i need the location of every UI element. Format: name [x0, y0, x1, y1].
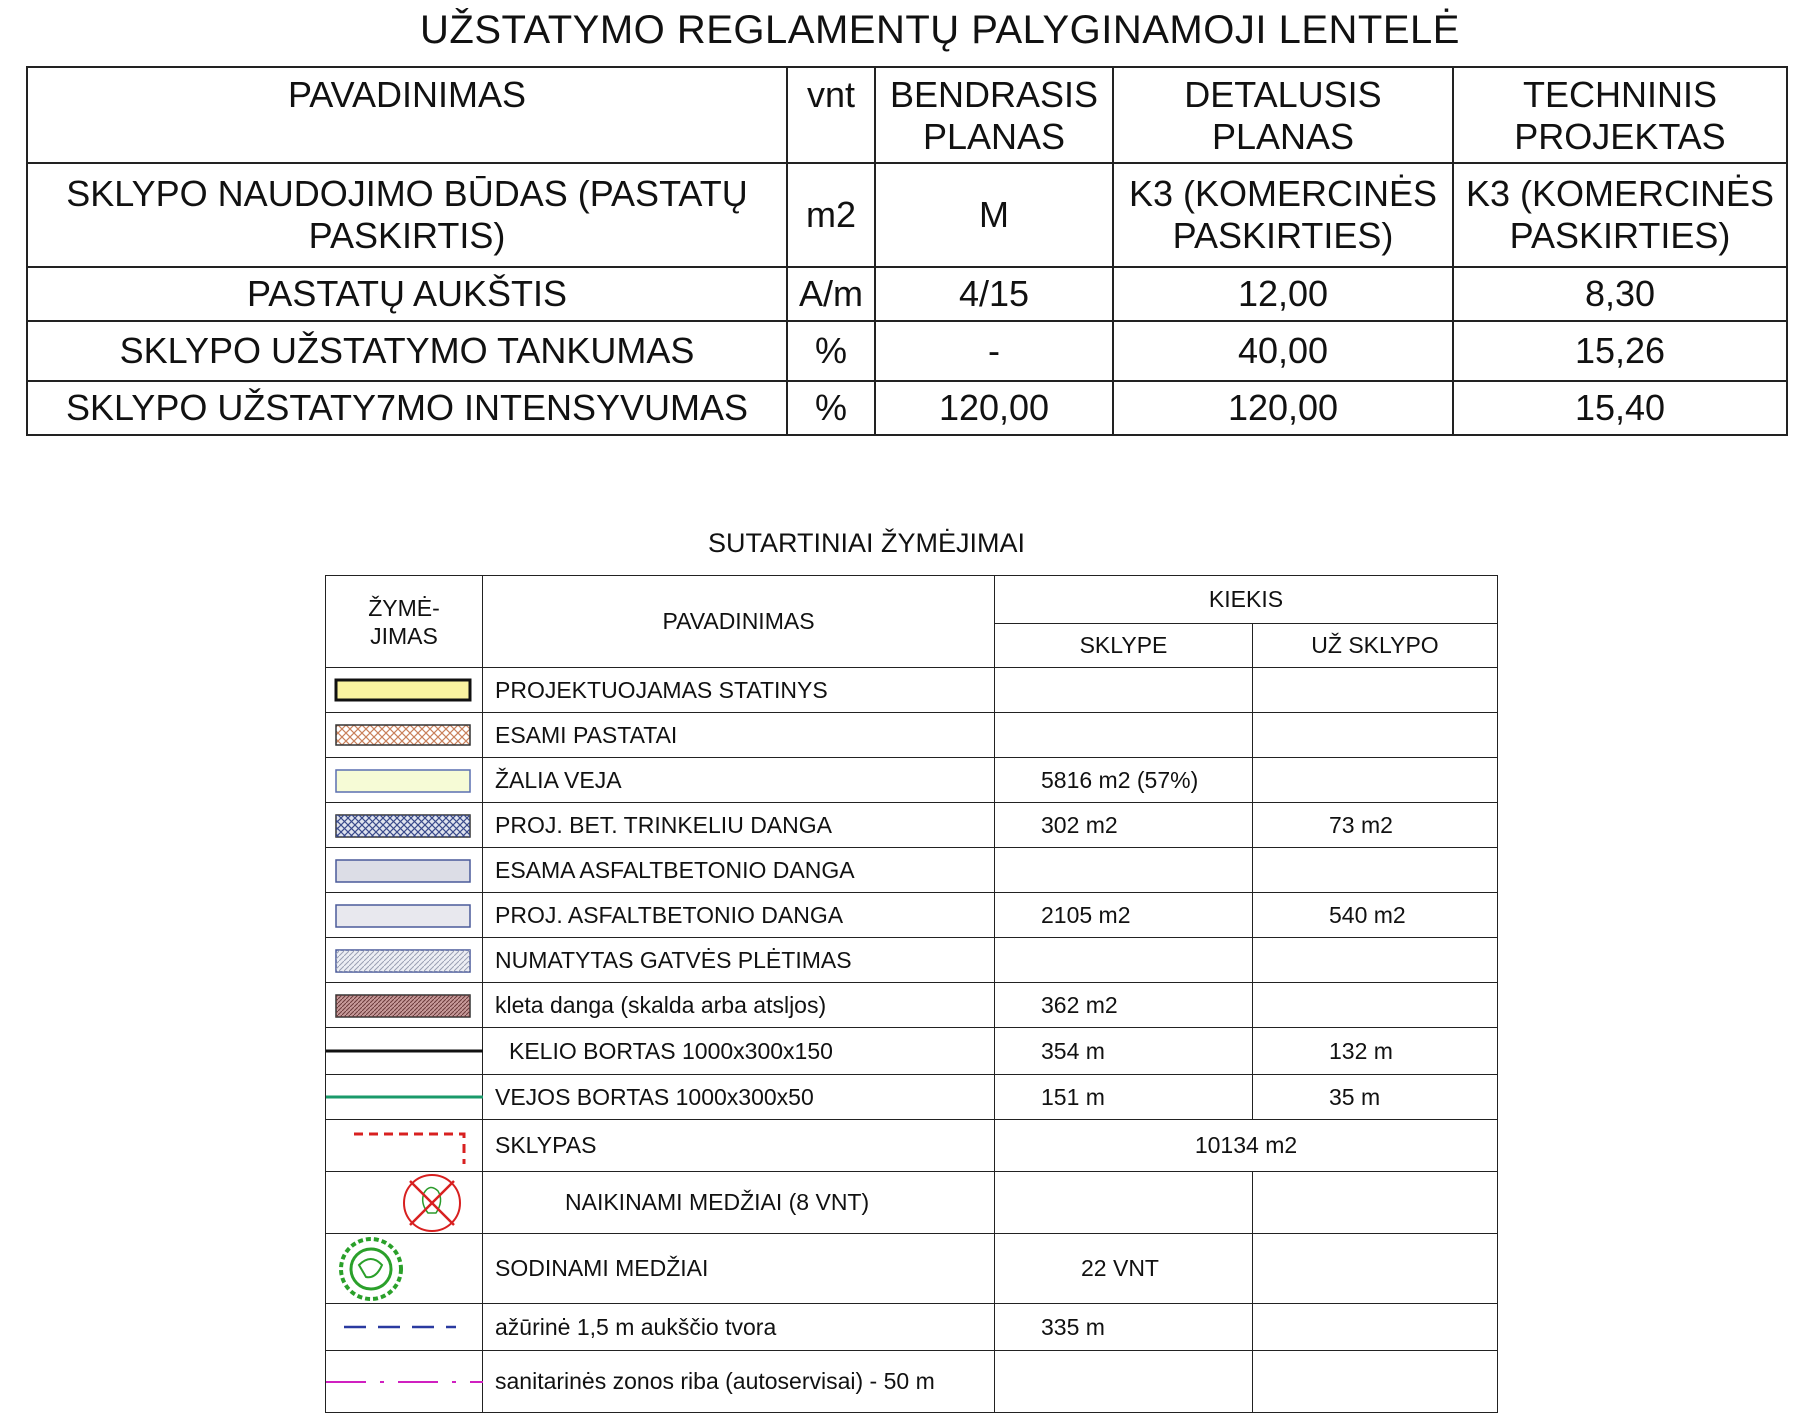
- magenta-dashdot-line-symbol-icon: [326, 1351, 483, 1413]
- table-row: [326, 1028, 1498, 1075]
- red-dashed-boundary-symbol-icon: [326, 1120, 483, 1172]
- off-plot-value: 540 m2: [1253, 893, 1498, 938]
- document-title: UŽSTATYMO REGLAMENTŲ PALYGINAMOJI LENTELĖ: [420, 8, 1460, 52]
- header-cell: vnt: [787, 67, 875, 163]
- table-row: [326, 848, 1498, 893]
- table-row: [326, 758, 1498, 803]
- off-plot-value: 35 m: [1253, 1075, 1498, 1120]
- table-row: [27, 381, 1787, 435]
- grey-rect-symbol-icon: [326, 848, 483, 893]
- off-plot-value: 73 m2: [1253, 803, 1498, 848]
- legend-name: NAIKINAMI MEDŽIAI (8 VNT): [483, 1172, 995, 1234]
- legend-name: PROJ. ASFALTBETONIO DANGA: [483, 893, 995, 938]
- table-cell: 4/15: [875, 267, 1113, 321]
- table-row: [27, 321, 1787, 381]
- off-plot-value: [1253, 713, 1498, 758]
- yellow-rect-symbol-icon: [326, 668, 483, 713]
- on-plot-value: [995, 1351, 1253, 1413]
- table-row: [326, 668, 1498, 713]
- off-plot-value: [1253, 758, 1498, 803]
- legend-name: NUMATYTAS GATVĖS PLĖTIMAS: [483, 938, 995, 983]
- table-cell: 120,00: [1113, 381, 1453, 435]
- legend-name: kleta danga (skalda arba atsljos): [483, 983, 995, 1028]
- legend-name: PROJ. BET. TRINKELIU DANGA: [483, 803, 995, 848]
- legend-name: PROJEKTUOJAMAS STATINYS: [483, 668, 995, 713]
- header-cell: DETALUSIS PLANAS: [1113, 67, 1453, 163]
- table-cell: A/m: [787, 267, 875, 321]
- blue-dashed-line-symbol-icon: [326, 1304, 483, 1351]
- light-grey-rect-symbol-icon: [326, 893, 483, 938]
- green-line-symbol-icon: [326, 1075, 483, 1120]
- table-cell: SKLYPO UŽSTATYMO TANKUMAS: [27, 321, 787, 381]
- diagonal-hatch-symbol-icon: [326, 938, 483, 983]
- table-row: [326, 938, 1498, 983]
- symbol-header: ŽYMĖ-JIMAS: [326, 576, 483, 668]
- off-plot-value: [1253, 1234, 1498, 1304]
- table-row: [326, 1172, 1498, 1234]
- off-plot-value: 132 m: [1253, 1028, 1498, 1075]
- table-cell: 15,26: [1453, 321, 1787, 381]
- table-row: [326, 713, 1498, 758]
- off-plot-header: UŽ SKLYPO: [1253, 624, 1498, 668]
- legend-name: ažūrinė 1,5 m aukščio tvora: [483, 1304, 995, 1351]
- table-cell: 8,30: [1453, 267, 1787, 321]
- table-cell: 40,00: [1113, 321, 1453, 381]
- on-plot-value: [995, 848, 1253, 893]
- on-plot-value: 354 m: [995, 1028, 1253, 1075]
- table-row: [326, 1120, 1498, 1172]
- table-header-row: [27, 67, 1787, 163]
- on-plot-header: SKLYPE: [995, 624, 1253, 668]
- off-plot-value: [1253, 668, 1498, 713]
- name-header: PAVADINIMAS: [483, 576, 995, 668]
- table-cell: SKLYPO NAUDOJIMO BŪDAS (PASTATŲ PASKIRTIS): [27, 163, 787, 267]
- table-cell: 120,00: [875, 381, 1113, 435]
- legend-title: SUTARTINIAI ŽYMĖJIMAI: [708, 528, 1026, 558]
- table-cell: %: [787, 381, 875, 435]
- on-plot-value: 5816 m2 (57%): [995, 758, 1253, 803]
- table-cell: SKLYPO UŽSTATY7MO INTENSYVUMAS: [27, 381, 787, 435]
- table-row: [326, 983, 1498, 1028]
- off-plot-value: [1253, 938, 1498, 983]
- header-cell: BENDRASIS PLANAS: [875, 67, 1113, 163]
- on-plot-value: 302 m2: [995, 803, 1253, 848]
- table-cell: K3 (KOMERCINĖS PASKIRTIES): [1113, 163, 1453, 267]
- table-cell: 12,00: [1113, 267, 1453, 321]
- green-tree-symbol-icon: [326, 1234, 483, 1304]
- on-plot-value: [995, 938, 1253, 983]
- off-plot-value: [1253, 1351, 1498, 1413]
- legend-name: ESAMI PASTATAI: [483, 713, 995, 758]
- table-cell: PASTATŲ AUKŠTIS: [27, 267, 787, 321]
- table-row: [326, 1351, 1498, 1413]
- plot-area-value: 10134 m2: [995, 1120, 1498, 1172]
- legend-name: VEJOS BORTAS 1000x300x50: [483, 1075, 995, 1120]
- off-plot-value: [1253, 848, 1498, 893]
- brown-hatch-symbol-icon: [326, 983, 483, 1028]
- legend-name: ŽALIA VEJA: [483, 758, 995, 803]
- legend-name: sanitarinės zonos riba (autoservisai) - 50 m: [483, 1351, 995, 1413]
- on-plot-value: [995, 668, 1253, 713]
- on-plot-value: [995, 713, 1253, 758]
- table-row: [326, 1304, 1498, 1351]
- on-plot-value: 22 VNT: [995, 1234, 1253, 1304]
- table-row: [326, 1234, 1498, 1304]
- table-row: [27, 163, 1787, 267]
- on-plot-value: 335 m: [995, 1304, 1253, 1351]
- header-cell: PAVADINIMAS: [27, 67, 787, 163]
- legend-table: [325, 575, 1498, 1413]
- off-plot-value: [1253, 1172, 1498, 1234]
- on-plot-value: 2105 m2: [995, 893, 1253, 938]
- header-cell: TECHNINIS PROJEKTAS: [1453, 67, 1787, 163]
- legend-name: SKLYPAS: [483, 1120, 995, 1172]
- on-plot-value: [995, 1172, 1253, 1234]
- black-line-symbol-icon: [326, 1028, 483, 1075]
- legend-name: SODINAMI MEDŽIAI: [483, 1234, 995, 1304]
- legend-name: ESAMA ASFALTBETONIO DANGA: [483, 848, 995, 893]
- table-cell: M: [875, 163, 1113, 267]
- blue-crosshatch-symbol-icon: [326, 803, 483, 848]
- regulation-comparison-table: [26, 66, 1788, 436]
- off-plot-value: [1253, 983, 1498, 1028]
- off-plot-value: [1253, 1304, 1498, 1351]
- table-cell: 15,40: [1453, 381, 1787, 435]
- table-row: [326, 803, 1498, 848]
- table-cell: %: [787, 321, 875, 381]
- table-row: [326, 893, 1498, 938]
- on-plot-value: 151 m: [995, 1075, 1253, 1120]
- orange-crosshatch-symbol-icon: [326, 713, 483, 758]
- crossed-tree-symbol-icon: [326, 1172, 483, 1234]
- table-row: [326, 1075, 1498, 1120]
- table-row: [27, 267, 1787, 321]
- table-cell: K3 (KOMERCINĖS PASKIRTIES): [1453, 163, 1787, 267]
- table-cell: m2: [787, 163, 875, 267]
- legend-name: KELIO BORTAS 1000x300x150: [483, 1028, 995, 1075]
- light-green-rect-symbol-icon: [326, 758, 483, 803]
- legend-header-row: [326, 576, 1498, 624]
- on-plot-value: 362 m2: [995, 983, 1253, 1028]
- quantity-header: KIEKIS: [995, 576, 1498, 624]
- table-cell: -: [875, 321, 1113, 381]
